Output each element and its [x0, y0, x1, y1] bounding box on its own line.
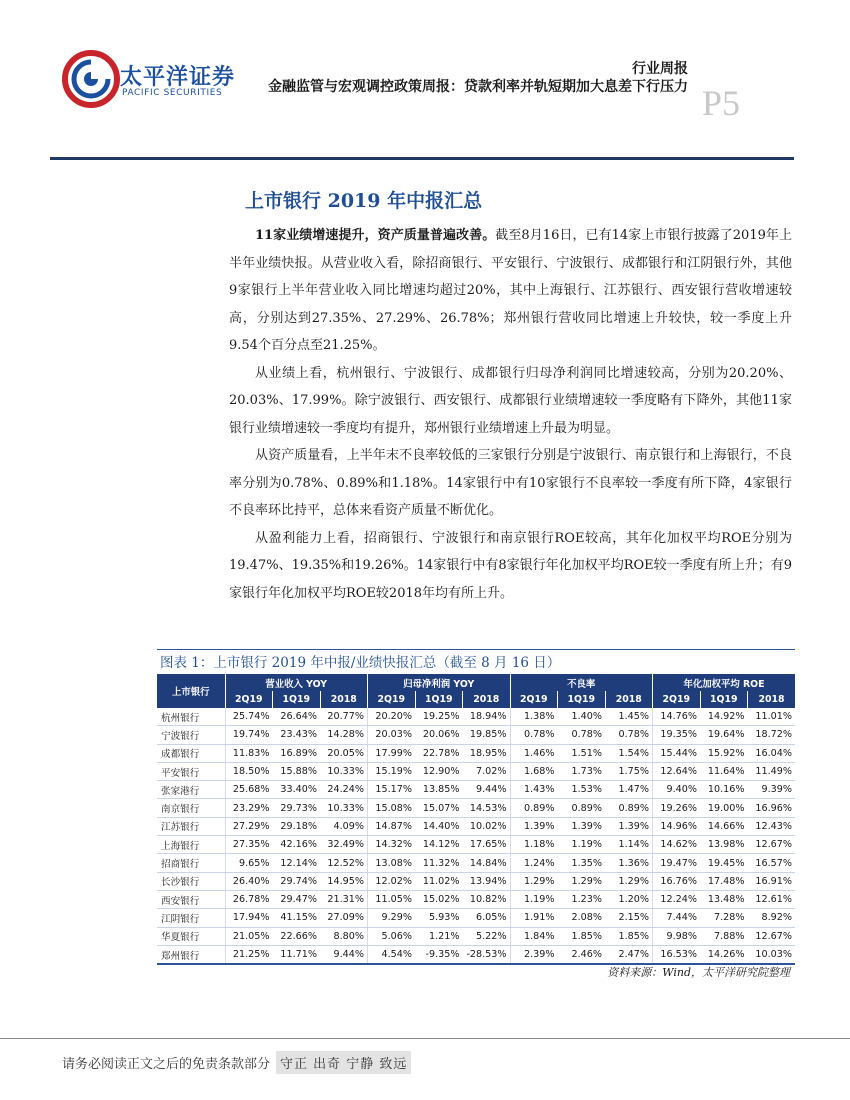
value-cell: 20.20% [368, 708, 416, 726]
table-row [157, 927, 795, 945]
value-cell: 17.65% [463, 836, 511, 854]
value-cell: 17.99% [368, 744, 416, 762]
value-cell: 23.43% [273, 726, 321, 744]
value-cell: 1.20% [605, 890, 653, 908]
value-cell: -28.53% [463, 945, 511, 964]
value-cell: 1.39% [510, 817, 558, 835]
table-subheader: 1Q19 [415, 691, 463, 708]
value-cell: 18.94% [463, 708, 511, 726]
value-cell: 12.14% [273, 854, 321, 872]
value-cell: 22.66% [273, 927, 321, 945]
bank-name-cell: 上海银行 [157, 836, 225, 854]
value-cell: 20.77% [320, 708, 368, 726]
table-row [157, 872, 795, 890]
bank-name-cell: 成都银行 [157, 744, 225, 762]
table-row [157, 708, 795, 726]
value-cell: 15.02% [415, 890, 463, 908]
footer-divider [0, 1038, 850, 1039]
value-cell: 1.54% [605, 744, 653, 762]
footer-motto: 守正 出奇 宁静 致远 [276, 1051, 411, 1074]
group-header-npl: 不良率 [510, 674, 653, 691]
value-cell: 12.67% [748, 927, 796, 945]
paragraph-text: 从业绩上看，杭州银行、宁波银行、成都银行归母净利润同比增速较高，分别为20.20%、20.03%、17.99%。除宁波银行、西安银行、成都银行业绩增速较一季度略有下降外，其他11家银行业绩增速较一季度均有提升，郑州银行业绩增速上升最为明显。 [229, 365, 792, 436]
bank-name-cell: 平安银行 [157, 762, 225, 780]
value-cell: 1.43% [510, 781, 558, 799]
table-row [157, 744, 795, 762]
value-cell: 2.08% [558, 909, 606, 927]
table-row [157, 945, 795, 964]
logo-chinese-name: 太平洋证券 [120, 65, 236, 90]
value-cell: 1.46% [510, 744, 558, 762]
table-subheader: 1Q19 [700, 691, 748, 708]
value-cell: 8.92% [748, 909, 796, 927]
value-cell: 10.33% [320, 762, 368, 780]
value-cell: 10.02% [463, 817, 511, 835]
value-cell: 15.07% [415, 799, 463, 817]
paragraph [229, 525, 792, 608]
bank-name-cell: 江苏银行 [157, 817, 225, 835]
value-cell: 4.09% [320, 817, 368, 835]
paragraph [229, 442, 792, 525]
section-title: 上市银行 2019 年中报汇总 [245, 190, 483, 212]
value-cell: 16.04% [748, 744, 796, 762]
table-group-header-row [157, 674, 795, 691]
value-cell: 10.82% [463, 890, 511, 908]
value-cell: 29.73% [273, 799, 321, 817]
value-cell: 5.22% [463, 927, 511, 945]
value-cell: 10.16% [700, 781, 748, 799]
value-cell: 2.47% [605, 945, 653, 964]
value-cell: 8.80% [320, 927, 368, 945]
table-row [157, 726, 795, 744]
figure-title: 图表 1：上市银行 2019 年中报/业绩快报汇总（截至 8 月 16 日） [160, 655, 561, 671]
table-body [157, 708, 795, 964]
value-cell: 14.87% [368, 817, 416, 835]
table-row [157, 890, 795, 908]
value-cell: 7.88% [700, 927, 748, 945]
bank-name-cell: 招商银行 [157, 854, 225, 872]
value-cell: 0.89% [558, 799, 606, 817]
value-cell: 1.24% [510, 854, 558, 872]
value-cell: 1.18% [510, 836, 558, 854]
value-cell: 17.48% [700, 872, 748, 890]
value-cell: 1.29% [605, 872, 653, 890]
company-logo [62, 50, 236, 112]
value-cell: 9.40% [653, 781, 701, 799]
value-cell: 15.17% [368, 781, 416, 799]
value-cell: 9.44% [463, 781, 511, 799]
value-cell: 11.83% [225, 744, 273, 762]
table-subheader: 1Q19 [558, 691, 606, 708]
value-cell: 12.02% [368, 872, 416, 890]
value-cell: 19.45% [700, 854, 748, 872]
table-row [157, 781, 795, 799]
logo-english-name: PACIFIC SECURITIES [122, 88, 223, 98]
value-cell: 6.05% [463, 909, 511, 927]
group-header-revenue: 营业收入 YOY [225, 674, 368, 691]
value-cell: 14.12% [415, 836, 463, 854]
paragraph-text: 截至8月16日，已有14家上市银行披露了2019年上半年业绩快报。从营业收入看，除招商银行、平安银行、宁波银行、成都银行和江阴银行外，其他9家银行上半年营业收入同比增速均超过20%，其中上海银行、江苏银行、西安银行营收增速较高，分别达到27.35%、27.29%、26.78%；郑州银行营收同比增速上升较快，较一季度上升9.54个百分点至21.25%。 [229, 228, 792, 353]
group-header-net-profit: 归母净利润 YOY [368, 674, 511, 691]
value-cell: 1.36% [605, 854, 653, 872]
value-cell: 18.72% [748, 726, 796, 744]
table-row [157, 836, 795, 854]
value-cell: 20.03% [368, 726, 416, 744]
paragraph-text: 从资产质量看，上半年末不良率较低的三家银行分别是宁波银行、南京银行和上海银行，不良率分别为0.78%、0.89%和1.18%。14家银行中有10家银行不良率较一季度有所下降，4家银行不良率环比持平，总体来看资产质量不断优化。 [229, 448, 792, 518]
value-cell: 1.68% [510, 762, 558, 780]
value-cell: 16.91% [748, 872, 796, 890]
table-row [157, 817, 795, 835]
table-subheader: 2Q19 [368, 691, 416, 708]
value-cell: 11.49% [748, 762, 796, 780]
value-cell: 1.29% [558, 872, 606, 890]
value-cell: 21.31% [320, 890, 368, 908]
bank-results-table [157, 674, 795, 965]
paragraph-text: 从盈利能力上看，招商银行、宁波银行和南京银行ROE较高，其年化加权平均ROE分别为19.47%、19.35%和19.26%。14家银行中有8家银行年化加权平均ROE较一季度有所上升；有9家银行年化加权平均ROE较2018年均有所上升。 [229, 530, 792, 601]
value-cell: 16.57% [748, 854, 796, 872]
value-cell: 14.96% [653, 817, 701, 835]
value-cell: 19.64% [700, 726, 748, 744]
value-cell: 14.76% [653, 708, 701, 726]
value-cell: 2.15% [605, 909, 653, 927]
value-cell: 25.74% [225, 708, 273, 726]
value-cell: 7.44% [653, 909, 701, 927]
value-cell: 42.16% [273, 836, 321, 854]
document-type: 行业周报 [632, 61, 688, 77]
value-cell: 19.35% [653, 726, 701, 744]
value-cell: 27.29% [225, 817, 273, 835]
value-cell: 19.00% [700, 799, 748, 817]
footer [62, 1051, 411, 1074]
bank-name-cell: 西安银行 [157, 890, 225, 908]
value-cell: 14.66% [700, 817, 748, 835]
value-cell: 19.85% [463, 726, 511, 744]
value-cell: 11.64% [700, 762, 748, 780]
value-cell: 12.52% [320, 854, 368, 872]
value-cell: 26.64% [273, 708, 321, 726]
value-cell: 18.50% [225, 762, 273, 780]
value-cell: 41.15% [273, 909, 321, 927]
table-subheader: 2Q19 [225, 691, 273, 708]
table-row [157, 909, 795, 927]
value-cell: 7.28% [700, 909, 748, 927]
value-cell: 26.40% [225, 872, 273, 890]
value-cell: 1.84% [510, 927, 558, 945]
value-cell: 15.19% [368, 762, 416, 780]
value-cell: 12.61% [748, 890, 796, 908]
value-cell: 0.78% [558, 726, 606, 744]
value-cell: 11.71% [273, 945, 321, 964]
value-cell: 16.89% [273, 744, 321, 762]
table-row [157, 762, 795, 780]
value-cell: 13.94% [463, 872, 511, 890]
paragraph [229, 360, 792, 443]
value-cell: 16.53% [653, 945, 701, 964]
value-cell: 24.24% [320, 781, 368, 799]
bank-name-cell: 杭州银行 [157, 708, 225, 726]
footer-disclaimer: 请务必阅读正文之后的免责条款部分 [62, 1057, 271, 1072]
value-cell: 1.73% [558, 762, 606, 780]
value-cell: 11.05% [368, 890, 416, 908]
pacific-securities-logo-icon [62, 50, 120, 108]
bank-name-cell: 南京银行 [157, 799, 225, 817]
value-cell: 1.51% [558, 744, 606, 762]
value-cell: 0.89% [510, 799, 558, 817]
table-subheader: 2018 [605, 691, 653, 708]
value-cell: 15.08% [368, 799, 416, 817]
table-subheader: 2Q19 [510, 691, 558, 708]
value-cell: 9.29% [368, 909, 416, 927]
value-cell: 14.62% [653, 836, 701, 854]
value-cell: 14.26% [700, 945, 748, 964]
value-cell: 1.91% [510, 909, 558, 927]
value-cell: 0.89% [605, 799, 653, 817]
value-cell: 1.85% [605, 927, 653, 945]
header-divider [50, 157, 794, 160]
table-subheader: 2018 [463, 691, 511, 708]
group-header-roe: 年化加权平均 ROE [653, 674, 796, 691]
value-cell: 1.29% [510, 872, 558, 890]
bank-name-cell: 张家港行 [157, 781, 225, 799]
value-cell: 11.32% [415, 854, 463, 872]
value-cell: 16.76% [653, 872, 701, 890]
value-cell: -9.35% [415, 945, 463, 964]
value-cell: 21.25% [225, 945, 273, 964]
document-title: 金融监管与宏观调控政策周报：贷款利率并轨短期加大息差下行压力 [268, 79, 688, 95]
value-cell: 19.47% [653, 854, 701, 872]
value-cell: 15.44% [653, 744, 701, 762]
value-cell: 1.23% [558, 890, 606, 908]
value-cell: 12.64% [653, 762, 701, 780]
value-cell: 9.98% [653, 927, 701, 945]
paragraph [229, 222, 792, 360]
value-cell: 1.19% [510, 890, 558, 908]
value-cell: 12.43% [748, 817, 796, 835]
value-cell: 1.85% [558, 927, 606, 945]
value-cell: 2.46% [558, 945, 606, 964]
table-row [157, 854, 795, 872]
value-cell: 32.49% [320, 836, 368, 854]
value-cell: 2.39% [510, 945, 558, 964]
value-cell: 13.98% [700, 836, 748, 854]
value-cell: 1.75% [605, 762, 653, 780]
value-cell: 12.24% [653, 890, 701, 908]
value-cell: 1.38% [510, 708, 558, 726]
table-subheader: 2018 [320, 691, 368, 708]
value-cell: 27.35% [225, 836, 273, 854]
value-cell: 23.29% [225, 799, 273, 817]
value-cell: 14.40% [415, 817, 463, 835]
value-cell: 16.96% [748, 799, 796, 817]
table-subheader: 1Q19 [273, 691, 321, 708]
paragraph-lead: 11家业绩增速提升，资产质量普遍改善。 [255, 228, 496, 243]
value-cell: 14.28% [320, 726, 368, 744]
value-cell: 10.03% [748, 945, 796, 964]
value-cell: 1.21% [415, 927, 463, 945]
value-cell: 19.74% [225, 726, 273, 744]
bank-name-cell: 江阴银行 [157, 909, 225, 927]
figure-source: 资料来源：Wind，太平洋研究院整理 [607, 966, 790, 979]
value-cell: 1.19% [558, 836, 606, 854]
value-cell: 11.02% [415, 872, 463, 890]
value-cell: 1.53% [558, 781, 606, 799]
table-row [157, 799, 795, 817]
value-cell: 9.44% [320, 945, 368, 964]
value-cell: 5.93% [415, 909, 463, 927]
value-cell: 14.53% [463, 799, 511, 817]
table-subheader: 2Q19 [653, 691, 701, 708]
value-cell: 12.90% [415, 762, 463, 780]
value-cell: 22.78% [415, 744, 463, 762]
value-cell: 14.84% [463, 854, 511, 872]
bank-name-cell: 长沙银行 [157, 872, 225, 890]
value-cell: 1.39% [558, 817, 606, 835]
value-cell: 9.39% [748, 781, 796, 799]
value-cell: 1.45% [605, 708, 653, 726]
value-cell: 29.74% [273, 872, 321, 890]
value-cell: 27.09% [320, 909, 368, 927]
value-cell: 12.67% [748, 836, 796, 854]
table-corner-header: 上市银行 [157, 674, 225, 708]
value-cell: 29.18% [273, 817, 321, 835]
value-cell: 7.02% [463, 762, 511, 780]
value-cell: 11.01% [748, 708, 796, 726]
value-cell: 14.92% [700, 708, 748, 726]
value-cell: 26.78% [225, 890, 273, 908]
value-cell: 13.08% [368, 854, 416, 872]
page-number: P5 [702, 83, 741, 123]
table-subheader: 2018 [748, 691, 796, 708]
value-cell: 1.14% [605, 836, 653, 854]
value-cell: 18.95% [463, 744, 511, 762]
value-cell: 25.68% [225, 781, 273, 799]
value-cell: 10.33% [320, 799, 368, 817]
report-body [229, 222, 792, 607]
value-cell: 0.78% [605, 726, 653, 744]
value-cell: 14.32% [368, 836, 416, 854]
value-cell: 1.40% [558, 708, 606, 726]
value-cell: 5.06% [368, 927, 416, 945]
value-cell: 20.06% [415, 726, 463, 744]
bank-name-cell: 宁波银行 [157, 726, 225, 744]
value-cell: 33.40% [273, 781, 321, 799]
value-cell: 19.25% [415, 708, 463, 726]
value-cell: 0.78% [510, 726, 558, 744]
value-cell: 1.35% [558, 854, 606, 872]
bank-name-cell: 华夏银行 [157, 927, 225, 945]
table-subheader-row [157, 691, 795, 708]
value-cell: 21.05% [225, 927, 273, 945]
value-cell: 14.95% [320, 872, 368, 890]
value-cell: 13.85% [415, 781, 463, 799]
value-cell: 17.94% [225, 909, 273, 927]
figure-top-rule [157, 649, 795, 650]
value-cell: 20.05% [320, 744, 368, 762]
value-cell: 19.26% [653, 799, 701, 817]
value-cell: 4.54% [368, 945, 416, 964]
value-cell: 15.88% [273, 762, 321, 780]
value-cell: 29.47% [273, 890, 321, 908]
value-cell: 13.48% [700, 890, 748, 908]
value-cell: 1.47% [605, 781, 653, 799]
value-cell: 9.65% [225, 854, 273, 872]
value-cell: 1.39% [605, 817, 653, 835]
bank-name-cell: 郑州银行 [157, 945, 225, 964]
value-cell: 15.92% [700, 744, 748, 762]
